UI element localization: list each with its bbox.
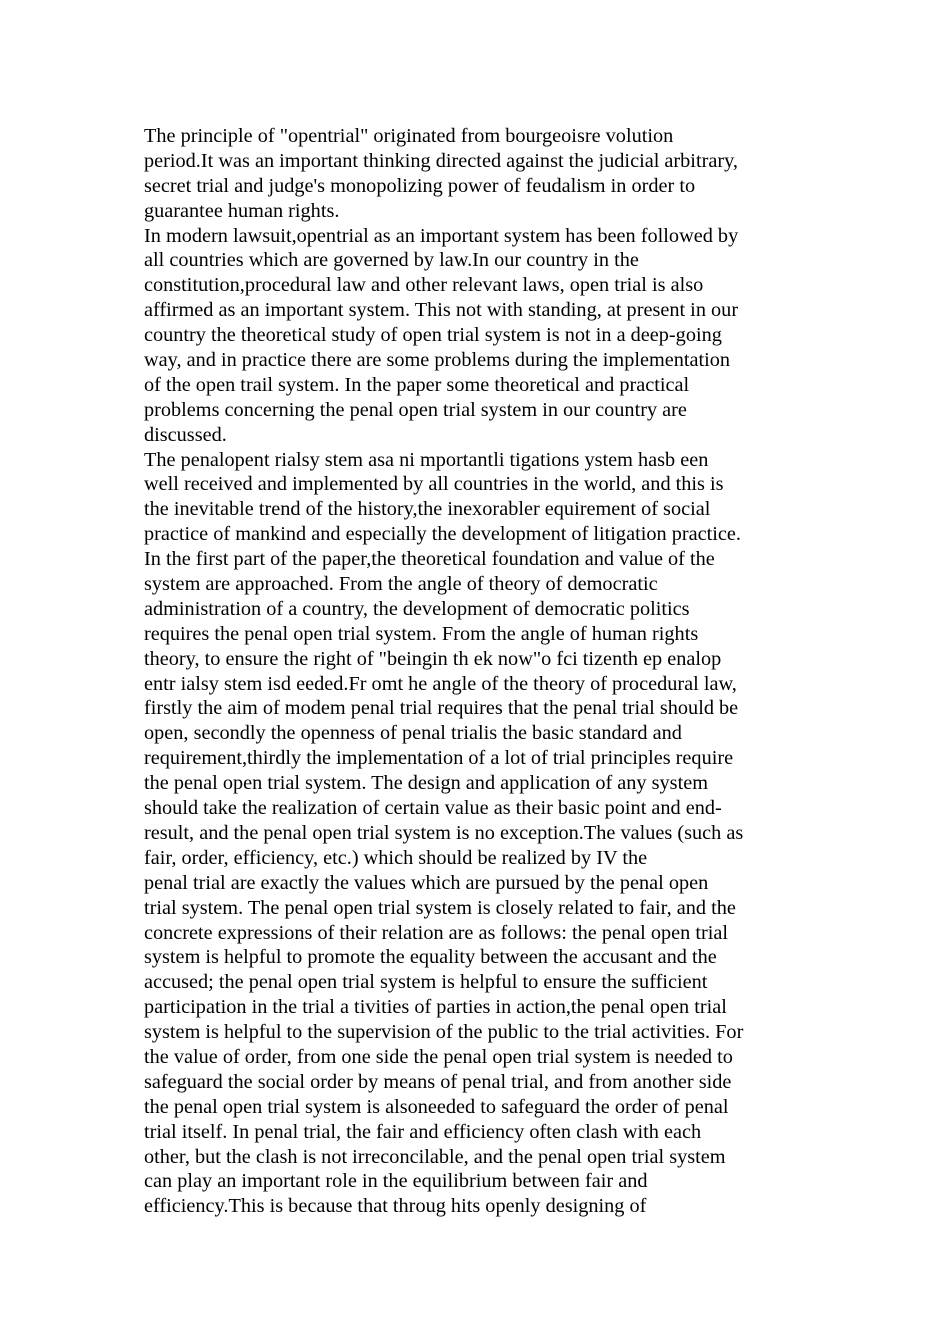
text-line: entr ialsy stem isd eeded.Fr omt he angle of the theory of procedural law,: [144, 672, 737, 695]
text-line: theory, to ensure the right of "beingin th ek now"o fci tizenth ep enalop: [144, 647, 722, 670]
text-line: In modern lawsuit,opentrial as an important system has been followed by: [144, 224, 739, 247]
text-line: country the theoretical study of open trial system is not in a deep-going: [144, 324, 722, 347]
text-line: affirmed as an important system. This not with standing, at present in our: [144, 299, 739, 322]
text-line: the inevitable trend of the history,the inexorabler equirement of social: [144, 498, 711, 521]
text-line: period.It was an important thinking directed against the judicial arbitrary,: [144, 149, 738, 172]
text-line: requirement,thirdly the implementation of a lot of trial principles require: [144, 747, 734, 770]
text-line: practice of mankind and especially the development of litigation practice.: [144, 523, 741, 546]
text-line: concrete expressions of their relation are as follows: the penal open trial: [144, 921, 728, 944]
text-line: the value of order, from one side the penal open trial system is needed to: [144, 1045, 733, 1068]
text-line: accused; the penal open trial system is helpful to ensure the sufficient: [144, 971, 708, 994]
text-line: guarantee human rights.: [144, 199, 340, 222]
text-line: system are approached. From the angle of theory of democratic: [144, 573, 658, 596]
text-line: safeguard the social order by means of penal trial, and from another side: [144, 1070, 732, 1093]
text-line: other, but the clash is not irreconcilable, and the penal open trial system: [144, 1145, 726, 1168]
text-line: can play an important role in the equilibrium between fair and: [144, 1170, 648, 1193]
text-line: trial system. The penal open trial system is closely related to fair, and the: [144, 896, 736, 919]
text-line: penal trial are exactly the values which are pursued by the penal open: [144, 871, 709, 894]
text-line: of the open trail system. In the paper some theoretical and practical: [144, 373, 690, 396]
text-line: fair, order, efficiency, etc.) which should be realized by IV the: [144, 846, 648, 869]
text-line: requires the penal open trial system. From the angle of human rights: [144, 622, 699, 645]
text-line: participation in the trial a tivities of parties in action,the penal open trial: [144, 996, 727, 1019]
text-line: system is helpful to the supervision of the public to the trial activities. For: [144, 1021, 744, 1044]
text-line: trial itself. In penal trial, the fair and efficiency often clash with each: [144, 1120, 702, 1143]
text-line: firstly the aim of modem penal trial requires that the penal trial should be: [144, 697, 739, 720]
text-line: The principle of "opentrial" originated from bourgeoisre volution: [144, 125, 674, 147]
text-line: the penal open trial system. The design and application of any system: [144, 772, 708, 795]
text-line: should take the realization of certain value as their basic point and end-: [144, 797, 722, 820]
text-line: secret trial and judge's monopolizing power of feudalism in order to: [144, 174, 696, 197]
text-line: open, secondly the openness of penal trialis the basic standard and: [144, 722, 682, 745]
text-line: well received and implemented by all countries in the world, and this is: [144, 473, 724, 496]
body-text: [144, 124, 814, 1219]
text-line: In the first part of the paper,the theoretical foundation and value of the: [144, 548, 715, 571]
text-line: administration of a country, the development of democratic politics: [144, 597, 690, 620]
text-line: result, and the penal open trial system is no exception.The values (such as: [144, 821, 744, 844]
text-line: all countries which are governed by law.In our country in the: [144, 249, 639, 272]
text-line: way, and in practice there are some problems during the implementation: [144, 349, 731, 372]
text-line: the penal open trial system is alsoneeded to safeguard the order of penal: [144, 1095, 729, 1118]
text-line: efficiency.This is because that throug hits openly designing of: [144, 1195, 647, 1218]
text-line: constitution,procedural law and other relevant laws, open trial is also: [144, 274, 704, 297]
text-line: The penalopent rialsy stem asa ni mportantli tigations ystem hasb een: [144, 448, 709, 471]
text-line: discussed.: [144, 423, 227, 446]
text-line: problems concerning the penal open trial system in our country are: [144, 398, 687, 421]
text-line: system is helpful to promote the equality between the accusant and the: [144, 946, 717, 969]
